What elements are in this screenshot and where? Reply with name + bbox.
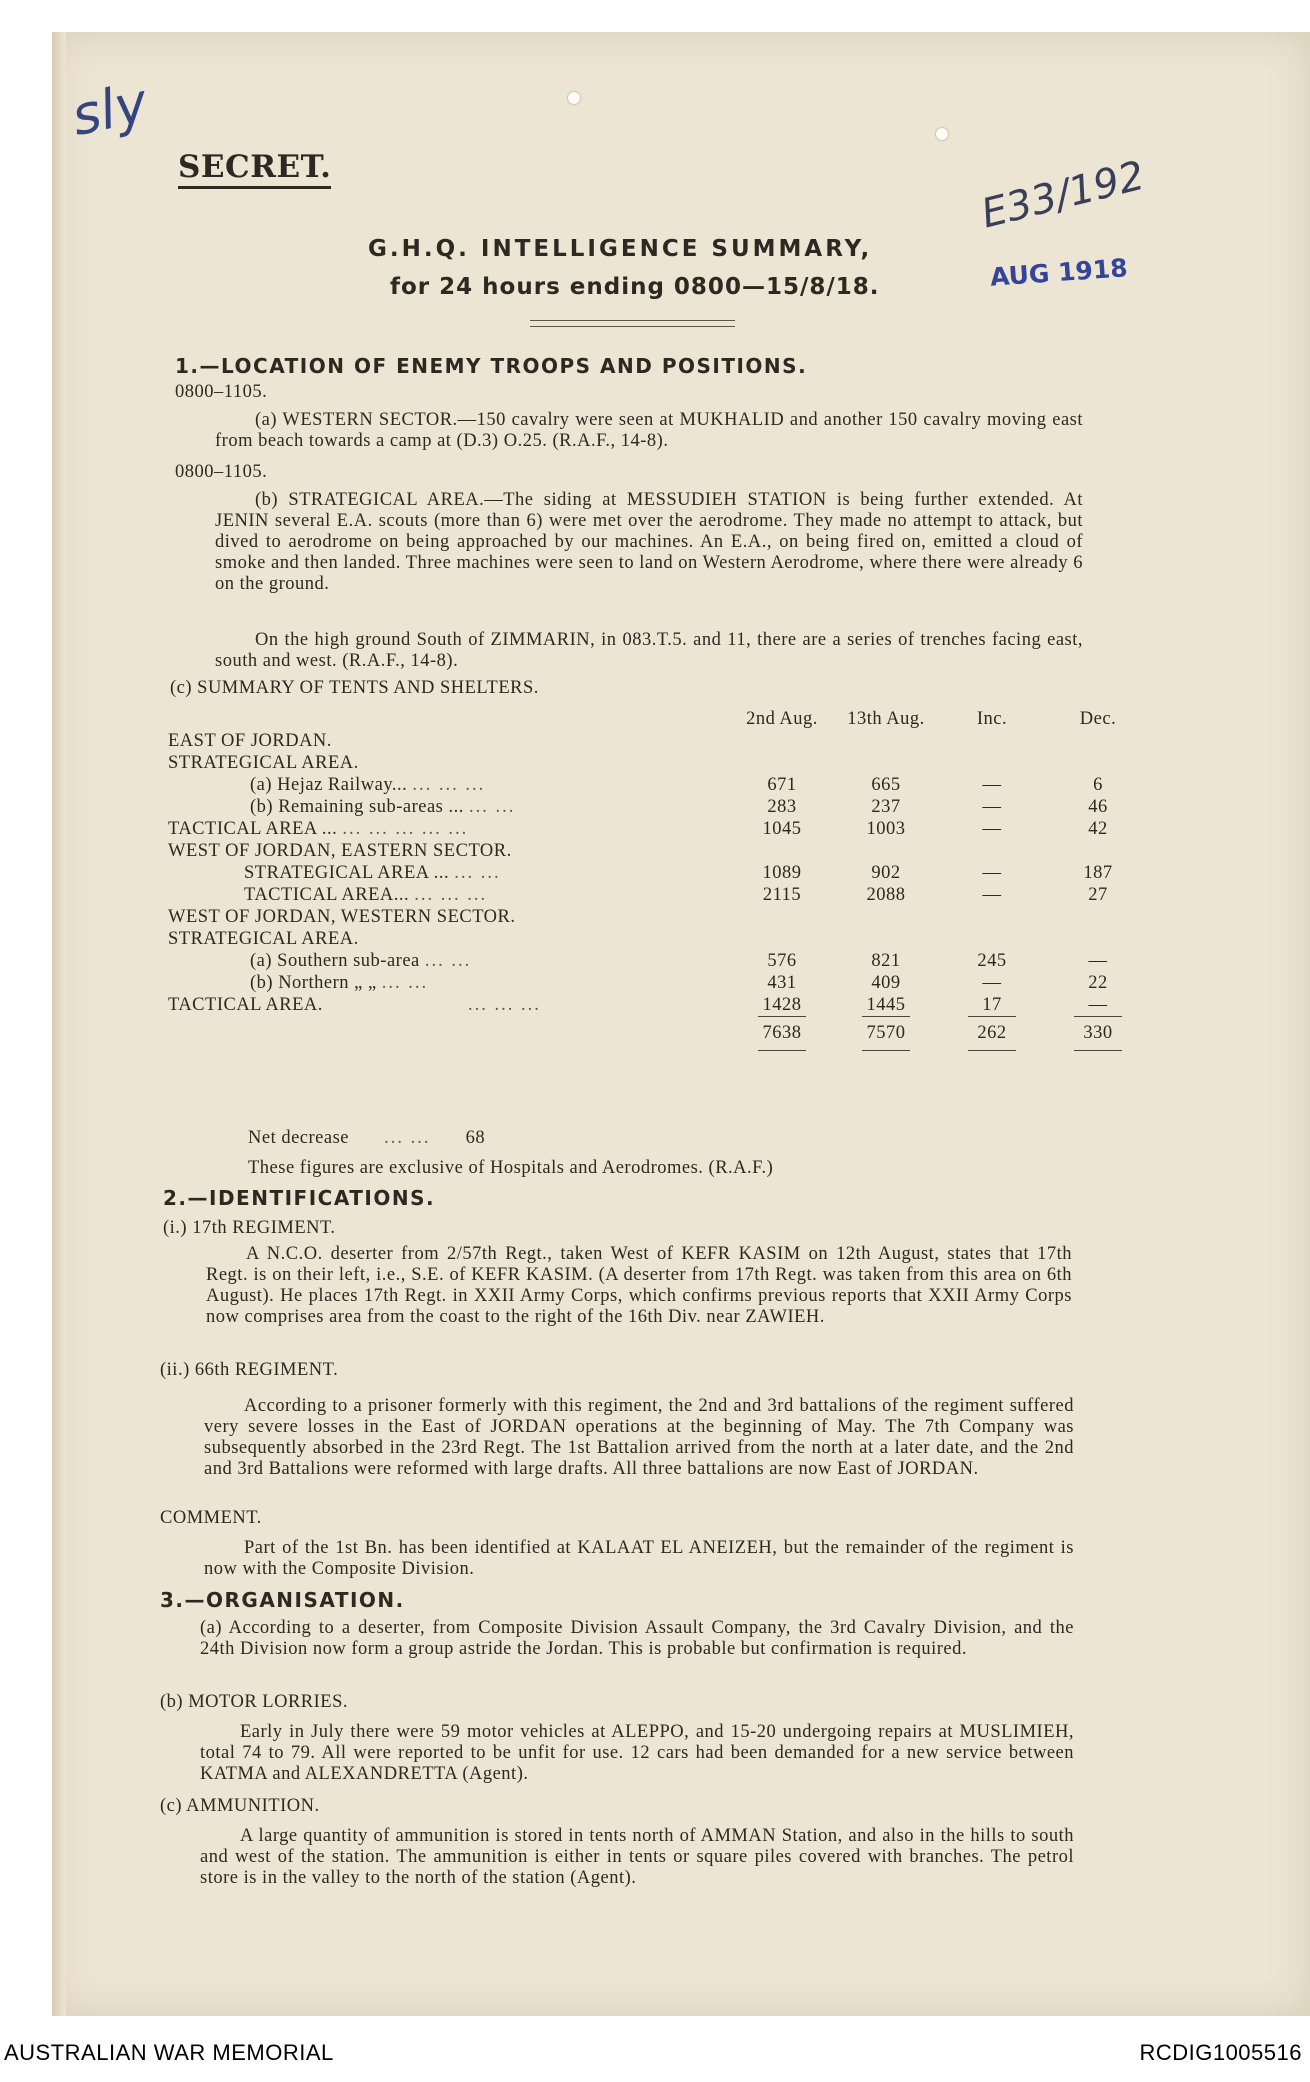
tents-summary-heading: (c) SUMMARY OF TENTS AND SHELTERS. <box>170 678 539 698</box>
section-2-heading: 2.—IDENTIFICATIONS. <box>163 1186 436 1210</box>
table-cell: 1428 <box>762 995 802 1015</box>
table-cell: 2088 <box>866 885 906 905</box>
row-label: (b) Remaining sub-areas ... <box>250 797 464 817</box>
table-cell: 22 <box>1088 973 1108 993</box>
table-cell: 409 <box>871 973 901 993</box>
table-cell: 46 <box>1088 797 1108 817</box>
comment-paragraph: Part of the 1st Bn. has been identified at KALAAT EL ANEIZEH, but the remainder of the regiment is now with the Composite Division. <box>204 1538 1074 1579</box>
page-edge <box>52 32 66 2016</box>
17th-regiment-paragraph: A N.C.O. deserter from 2/57th Regt., taken West of KEFR KASIM on 12th August, states that 17th Regt. is on their left, i.e., S.E. of KEFR KASIM. (A deserter from 17th Regt. was taken from this area on 6th August). He places 17th Regt. in XXII Army Corps, which confirms previous reports that XXII Army Corps now comprises area from the coast to the right of the 16th Div. near ZAWIEH. <box>206 1244 1072 1327</box>
comment-label: COMMENT. <box>160 1508 262 1528</box>
header-cell: Dec. <box>1079 709 1117 729</box>
table-cell: 671 <box>767 775 797 795</box>
table-group-row <box>160 928 1150 950</box>
total-cell: 7638 <box>758 1016 806 1051</box>
table-cell: — <box>982 885 1002 905</box>
table-row <box>160 862 1150 884</box>
table-cell: — <box>982 819 1002 839</box>
organisation-paragraph: (a) According to a deserter, from Composite Division Assault Company, the 3rd Cavalry Division, and the 24th Division now form a group astride the Jordan. This is probable but confirmation is required. <box>200 1618 1074 1659</box>
row-label: TACTICAL AREA. <box>168 995 323 1015</box>
leader-dots: ... ... ... <box>414 885 488 905</box>
table-row <box>160 818 1150 840</box>
leader-dots: ... ... <box>384 1128 431 1148</box>
subheading-66th-regiment: (ii.) 66th REGIMENT. <box>160 1360 339 1380</box>
row-label: (a) Southern sub-area <box>250 951 420 971</box>
leader-dots: ... ... <box>424 951 472 971</box>
ammunition-paragraph: A large quantity of ammunition is stored in tents north of AMMAN Station, and also in the hills to south and west of the station. The ammunition is either in tents or square piles covered with branches. The petrol store is in the valley to the north of the station (Agent). <box>200 1826 1074 1888</box>
table-group-row <box>160 840 1150 862</box>
group-label: STRATEGICAL AREA. <box>168 753 359 773</box>
table-cell: 187 <box>1083 863 1113 883</box>
time-stamp-a: 0800–1105. <box>175 382 268 402</box>
subheading-17th-regiment: (i.) 17th REGIMENT. <box>163 1218 336 1238</box>
table-cell: — <box>1088 995 1108 1015</box>
group-label: STRATEGICAL AREA. <box>168 929 359 949</box>
66th-regiment-paragraph: According to a prisoner formerly with this regiment, the 2nd and 3rd battalions of the regiment suffered very severe losses in the East of JORDAN operations at the beginning of May. The 7th Company was subsequently absorbed in the 23rd Regt. The 1st Battalion arrived from the north at a later date, and the 2nd and 3rd Battalions were reformed with large drafts. All three battalions are now East of JORDAN. <box>204 1396 1074 1479</box>
leader-dots: ... ... ... <box>468 995 541 1015</box>
table-cell: — <box>982 797 1002 817</box>
western-sector-paragraph: (a) WESTERN SECTOR.—150 cavalry were seen at MUKHALID and another 150 cavalry moving east from beach towards a camp at (D.3) O.25. (R.A.F., 14-8). <box>215 410 1083 451</box>
document-title: G.H.Q. INTELLIGENCE SUMMARY, <box>368 236 873 262</box>
document-subtitle: for 24 hours ending 0800—15/8/18. <box>390 274 880 300</box>
group-label: EAST OF JORDAN. <box>168 731 332 751</box>
net-decrease-label: Net decrease <box>248 1128 350 1148</box>
date-stamp: AUG 1918 <box>989 253 1129 292</box>
table-cell: 27 <box>1088 885 1108 905</box>
header-cell: Inc. <box>976 709 1008 729</box>
table-cell: — <box>982 775 1002 795</box>
handwritten-file-number: E33/192 <box>976 152 1150 238</box>
table-cell: 42 <box>1088 819 1108 839</box>
row-label: STRATEGICAL AREA ... <box>244 863 450 883</box>
subheading-motor-lorries: (b) MOTOR LORRIES. <box>160 1692 349 1712</box>
header-cell: 2nd Aug. <box>746 709 818 729</box>
leader-dots: ... ... <box>381 973 429 993</box>
leader-dots: ... ... ... <box>412 775 486 795</box>
table-row <box>160 972 1150 994</box>
net-decrease-value: 68 <box>465 1128 486 1148</box>
header-cell: 13th Aug. <box>847 709 925 729</box>
classification-stamp: SECRET. <box>178 150 331 189</box>
totals-row <box>160 1016 1150 1051</box>
section-3-heading: 3.—ORGANISATION. <box>160 1588 405 1612</box>
footer-institution: AUSTRALIAN WAR MEMORIAL <box>4 2040 334 2065</box>
table-cell: 821 <box>871 951 901 971</box>
table-cell: 431 <box>767 973 797 993</box>
table-cell: — <box>982 973 1002 993</box>
row-label: (a) Hejaz Railway... <box>250 775 408 795</box>
table-row <box>160 950 1150 972</box>
leader-dots: ... ... ... ... ... <box>342 819 469 839</box>
table-cell: 237 <box>871 797 901 817</box>
leader-dots: ... ... <box>468 797 516 817</box>
zimmarin-paragraph: On the high ground South of ZIMMARIN, in 083.T.5. and 11, there are a series of trenches facing east, south and west. (R.A.F., 14-8). <box>215 630 1083 671</box>
tents-table <box>160 708 1150 1051</box>
strategical-area-paragraph: (b) STRATEGICAL AREA.—The siding at MESSUDIEH STATION is being further extended. At JENIN several E.A. scouts (more than 6) were met over the aerodrome. They made no attempt to attack, but dived to aerodrome on being approached by our machines. An E.A., on being fired on, emitted a cloud of smoke and then landed. Three machines were seen to land on Western Aerodrome, where there were already 6 on the ground. <box>215 490 1083 594</box>
table-header-row <box>160 708 1150 730</box>
table-cell: 1045 <box>762 819 802 839</box>
table-cell: 576 <box>767 951 797 971</box>
table-cell: 17 <box>982 995 1002 1015</box>
leader-dots: ... ... <box>454 863 501 883</box>
table-cell: 245 <box>977 951 1007 971</box>
table-cell: 665 <box>871 775 901 795</box>
title-rule <box>530 326 735 327</box>
figures-note: These figures are exclusive of Hospitals and Aerodromes. (R.A.F.) <box>248 1158 774 1178</box>
punch-hole <box>568 92 580 104</box>
punch-hole <box>936 128 948 140</box>
table-cell: 283 <box>767 797 797 817</box>
table-cell: 902 <box>871 863 901 883</box>
table-row <box>160 884 1150 906</box>
table-group-row <box>160 752 1150 774</box>
total-cell: 7570 <box>862 1016 910 1051</box>
footer-record-id: RCDIG1005516 <box>1139 2040 1302 2065</box>
motor-lorries-paragraph: Early in July there were 59 motor vehicles at ALEPPO, and 15-20 undergoing repairs at MUSLIMIEH, total 74 to 79. All were reported to be unfit for use. 12 cars had been demanded for a new service between KATMA and ALEXANDRETTA (Agent). <box>200 1722 1074 1784</box>
handwritten-initials: sly <box>66 70 153 149</box>
section-1-heading: 1.—LOCATION OF ENEMY TROOPS AND POSITIONS. <box>175 354 808 378</box>
table-cell: 2115 <box>762 885 802 905</box>
row-label: (b) Northern „ „ <box>250 973 377 993</box>
row-label: TACTICAL AREA... <box>244 885 410 905</box>
subheading-ammunition: (c) AMMUNITION. <box>160 1796 320 1816</box>
total-cell: 262 <box>968 1016 1016 1051</box>
table-cell: 1003 <box>866 819 906 839</box>
group-label: WEST OF JORDAN, EASTERN SECTOR. <box>168 841 512 861</box>
table-group-row <box>160 730 1150 752</box>
time-stamp-b: 0800–1105. <box>175 462 268 482</box>
total-cell: 330 <box>1074 1016 1122 1051</box>
table-cell: — <box>1088 951 1108 971</box>
title-rule <box>530 320 735 321</box>
row-label: TACTICAL AREA ... <box>168 819 338 839</box>
table-cell: — <box>982 863 1002 883</box>
table-group-row <box>160 906 1150 928</box>
table-cell: 6 <box>1093 775 1103 795</box>
table-row <box>160 796 1150 818</box>
net-decrease-line <box>248 1128 485 1149</box>
group-label: WEST OF JORDAN, WESTERN SECTOR. <box>168 907 516 927</box>
table-row <box>160 774 1150 796</box>
table-cell: 1445 <box>866 995 906 1015</box>
table-row <box>160 994 1150 1016</box>
table-cell: 1089 <box>762 863 802 883</box>
